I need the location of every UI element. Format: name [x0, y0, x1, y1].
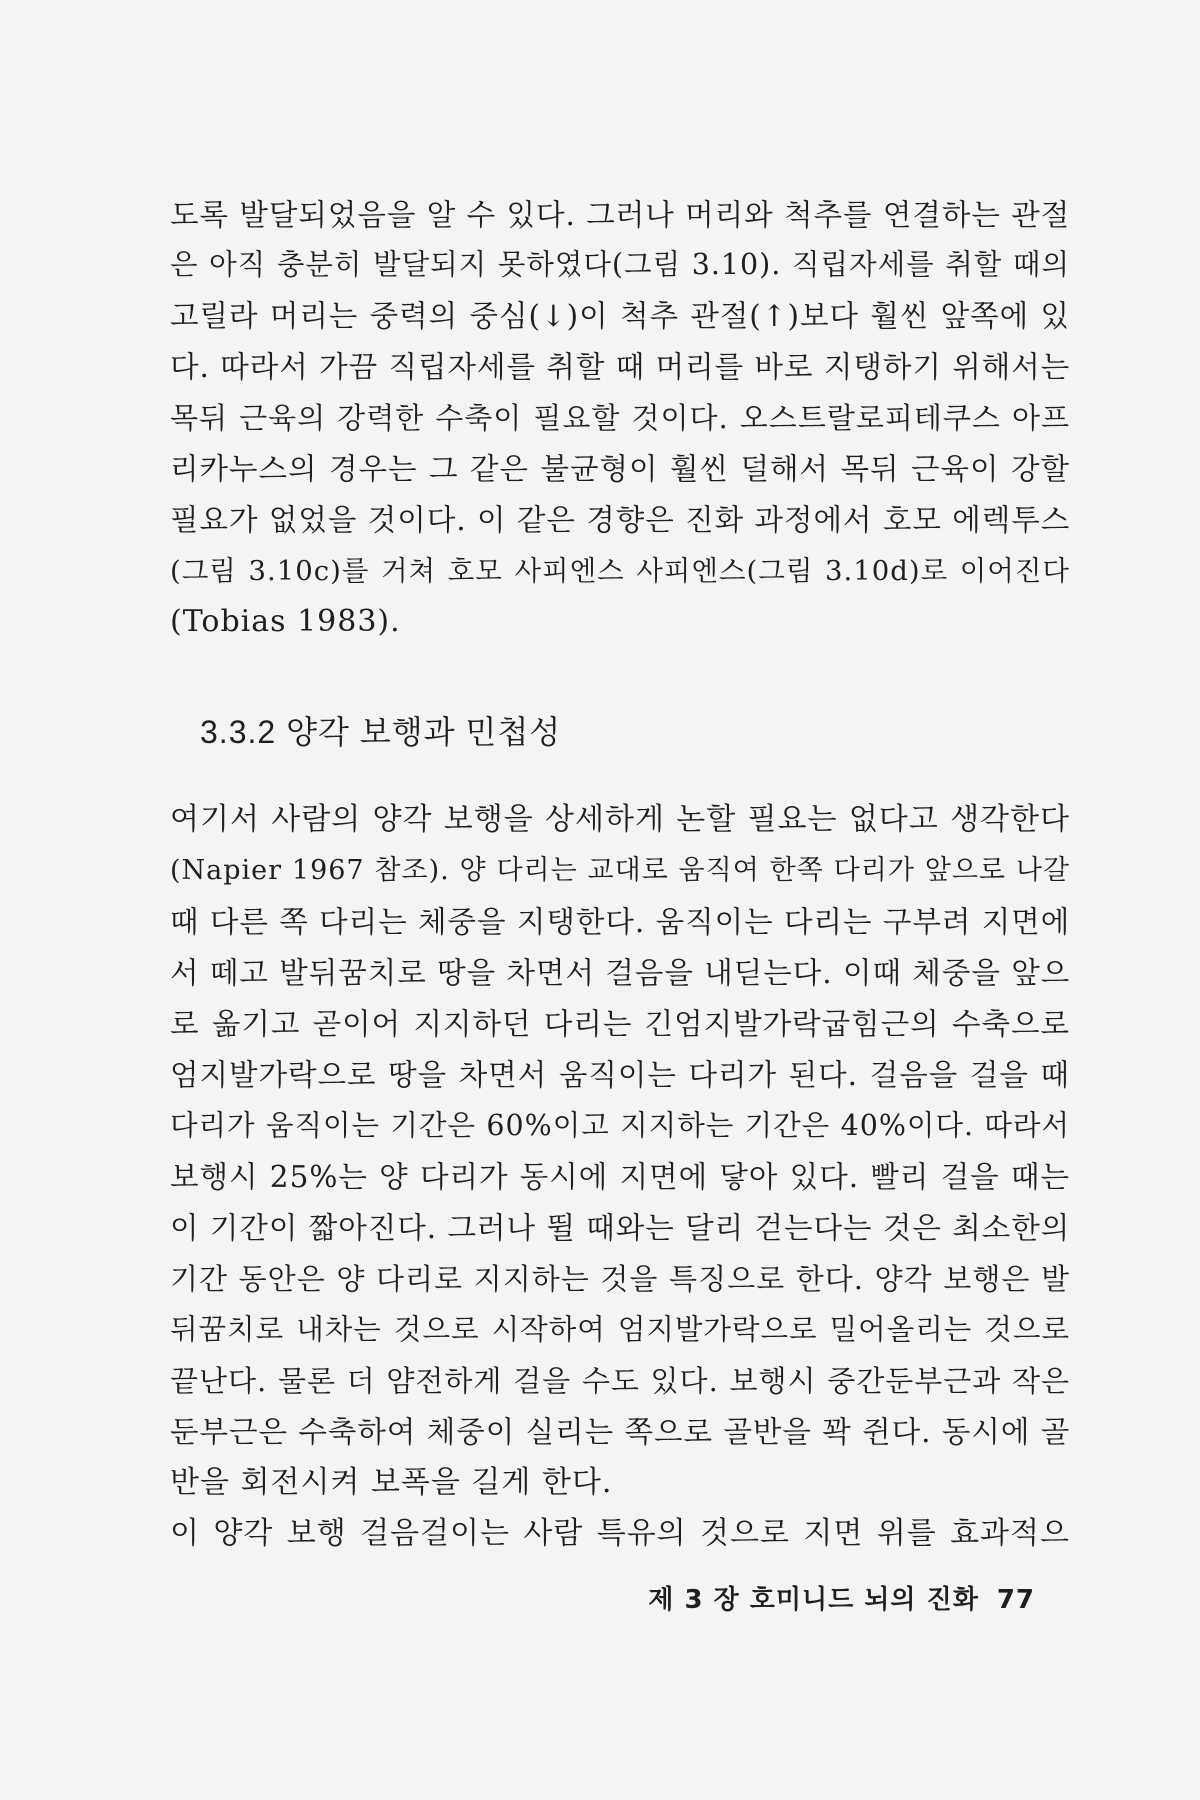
text-line: 고릴라 머리는 중력의 중심(↓)이 척추 관절(↑)보다 훨씬 앞쪽에 있 [170, 299, 1070, 333]
text-line: 다리가 움직이는 기간은 60%이고 지지하는 기간은 40%이다. 따라서 [170, 1109, 1070, 1142]
text-line: 은 아직 충분히 발달되지 못하였다(그림 3.10). 직립자세를 취할 때의 [170, 248, 1070, 281]
text-line: (그림 3.10c)를 거쳐 호모 사피엔스 사피엔스(그림 3.10d)로 이어진다 [170, 555, 1070, 587]
text-line: 때 다른 쪽 다리는 체중을 지탱한다. 움직이는 다리는 구부려 지면에 [170, 905, 1071, 939]
text-line: 엄지발가락으로 땅을 차면서 움직이는 다리가 된다. 걸음을 걸을 때 [170, 1058, 1070, 1092]
text-line: 필요가 없었을 것이다. 이 같은 경향은 진화 과정에서 호모 에렉투스 [170, 503, 1071, 537]
chapter-title: 제 3 장 호미니드 뇌의 진화 [648, 1585, 979, 1615]
text-line: 이 기간이 짧아진다. 그러나 뛸 때와는 달리 걷는다는 것은 최소한의 [170, 1211, 1071, 1245]
text-line: 목뒤 근육의 강력한 수축이 필요할 것이다. 오스트랄로피테쿠스 아프 [170, 401, 1070, 435]
section-heading: 3.3.2 양각 보행과 민첩성 [200, 714, 562, 750]
page-footer [648, 1582, 1035, 1618]
text-line: 서 떼고 발뒤꿈치로 땅을 차면서 걸음을 내딛는다. 이때 체중을 앞으 [170, 956, 1071, 990]
text-line: 여기서 사람의 양각 보행을 상세하게 논할 필요는 없다고 생각한다 [170, 802, 1070, 837]
page-number: 77 [996, 1585, 1035, 1615]
text-line: 기간 동안은 양 다리로 지지하는 것을 특징으로 한다. 양각 보행은 발 [170, 1262, 1070, 1296]
text-line: 뒤꿈치로 내차는 것으로 시작하여 엄지발가락으로 밀어올리는 것으로 [170, 1313, 1070, 1346]
text-line: (Napier 1967 참조). 양 다리는 교대로 움직여 한쪽 다리가 앞으로 나갈 [170, 855, 1070, 886]
text-line: 도록 발달되었음을 알 수 있다. 그러나 머리와 척추를 연결하는 관절 [170, 198, 1071, 232]
text-line: 둔부근은 수축하여 체중이 실리는 쪽으로 골반을 꽉 쥔다. 동시에 골 [170, 1415, 1071, 1449]
text-line: 다. 따라서 가끔 직립자세를 취할 때 머리를 바로 지탱하기 위해서는 [170, 350, 1071, 384]
text-line: 반을 회전시켜 보폭을 길게 한다. [170, 1465, 613, 1500]
text-line: 보행시 25%는 양 다리가 동시에 지면에 닿아 있다. 빨리 걸을 때는 [170, 1160, 1070, 1194]
text-line: 로 옮기고 곧이어 지지하던 다리는 긴엄지발가락굽힘근의 수축으로 [170, 1007, 1070, 1041]
text-line: (Tobias 1983). [170, 604, 401, 639]
text-line: 끝난다. 물론 더 얌전하게 걸을 수도 있다. 보행시 중간둔부근과 작은 [170, 1364, 1070, 1398]
text-line: 리카누스의 경우는 그 같은 불균형이 훨씬 덜해서 목뒤 근육이 강할 [170, 452, 1070, 486]
text-line: 이 양각 보행 걸음걸이는 사람 특유의 것으로 지면 위를 효과적으 [170, 1516, 1070, 1551]
